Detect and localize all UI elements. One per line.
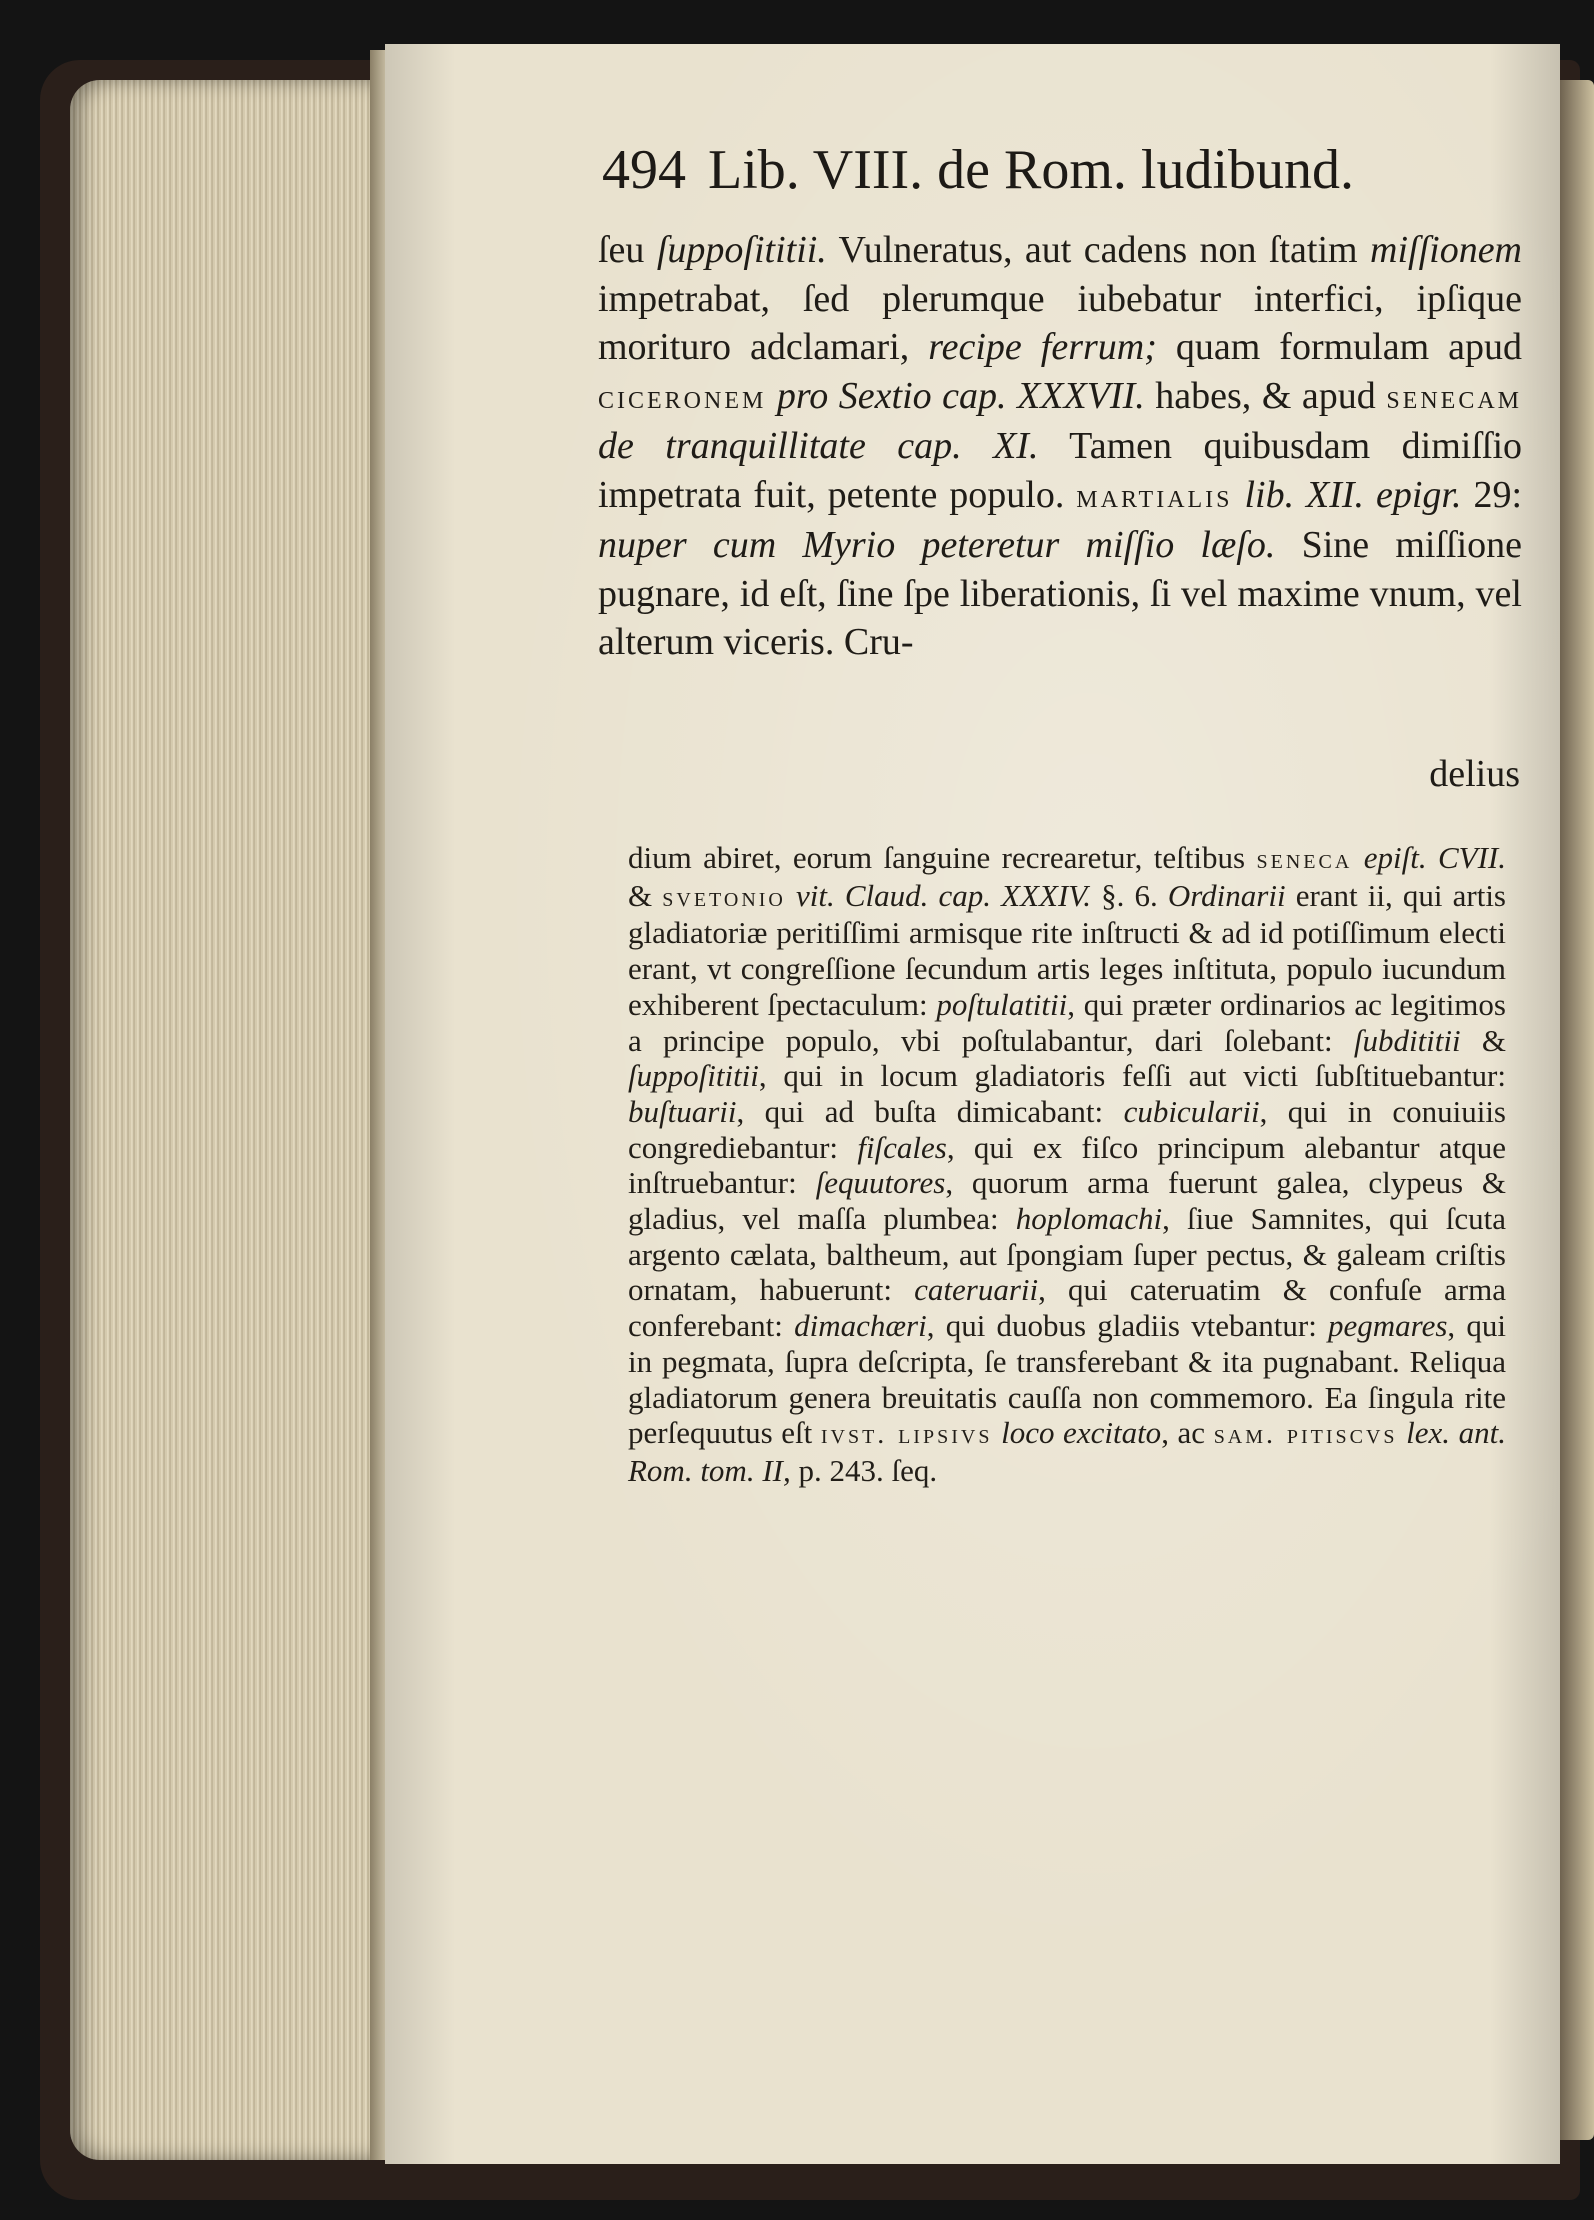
page-number: 494 xyxy=(602,139,686,201)
term-italic: ſubdititii xyxy=(1353,1022,1461,1058)
text-run xyxy=(766,375,777,417)
author-name: sam. pitiscvs xyxy=(1213,1419,1398,1451)
text-run: erant ii, qui artis gladiatoriæ peritiſſimi armisque rite inſtructi & ad id potiſſimum electi erant, vt congreſſione ſecundum artis leges inſtituta, populo iucundum exhiberent ſpectaculum: xyxy=(628,877,1506,1022)
term-italic: dimachæri xyxy=(794,1308,927,1344)
text-run: & xyxy=(628,877,663,913)
text-run-italic: lib. XII. epigr. xyxy=(1244,473,1462,516)
author-name: martialis xyxy=(1076,477,1233,515)
text-run: , qui præter ordinarios ac legitimos a principe populo, vbi poſtulabantur, dari ſolebant: xyxy=(628,986,1506,1058)
term-italic: ſequutores xyxy=(815,1165,946,1201)
term-italic: cateruarii xyxy=(914,1272,1039,1308)
facing-page-edge xyxy=(1560,80,1594,2140)
term-italic: hoplomachi xyxy=(1015,1201,1163,1237)
text-run: , qui ex fiſco principum alebantur atque inſtruebantur: xyxy=(628,1129,1506,1201)
text-run-italic: nuper cum Myrio peteretur miſſio læſo. xyxy=(598,524,1276,566)
text-run: , qui cateruatim & confuſe arma conferebant: xyxy=(628,1272,1506,1344)
author-name: ciceronem xyxy=(598,378,767,416)
text-run-italic: pro Sextio cap. XXXVII. xyxy=(776,374,1145,417)
running-head xyxy=(602,138,1462,202)
text-run: §. 6. xyxy=(1091,877,1168,913)
text-run: , ac xyxy=(1161,1415,1214,1451)
text-run: Sine miſſione pugnare, id eſt, ſine ſpe liberationis, ſi vel maxime vnum, vel alterum viceris. Cru- xyxy=(598,524,1522,663)
text-run: , qui duobus gladiis vtebantur: xyxy=(926,1308,1329,1344)
text-run: ſeu xyxy=(598,229,657,271)
author-name: svetonio xyxy=(662,881,786,913)
text-run: & xyxy=(1460,1022,1506,1058)
text-run xyxy=(1233,474,1245,516)
term-italic: Ordinarii xyxy=(1167,877,1286,913)
term-italic: ſuppoſititii xyxy=(628,1058,759,1094)
footnote-paragraph xyxy=(628,840,1506,1489)
text-run: , qui in conuiuiis congrediebantur: xyxy=(628,1093,1507,1165)
main-paragraph xyxy=(598,226,1522,667)
text-run: , qui in locum gladiatoris feſſi aut victi ſubſtituebantur: xyxy=(758,1058,1506,1094)
text-run-italic: ſuppoſititii. xyxy=(656,229,827,271)
text-run: , qui in pegmata, ſupra deſcripta, ſe transferebant & ita pugnabant. Reliqua gladiatorum genera breuitatis cauſſa non commemoro. Ea ſingula rite perſequutus eſt xyxy=(628,1308,1506,1451)
text-run xyxy=(1352,840,1363,875)
term-italic: buſtuarii xyxy=(628,1093,737,1129)
text-run-italic: de tranquillitate cap. XI. xyxy=(598,425,1039,467)
term-italic: fiſcales xyxy=(857,1129,947,1165)
text-run xyxy=(992,1415,1001,1450)
author-name: seneca xyxy=(1256,844,1353,875)
term-italic: poſtulatitii xyxy=(936,986,1068,1022)
text-run: , ſiue Samnites, qui ſcuta argento cælata, balthеum, aut ſpongiam ſuper pectus, & galeam criſtis ornatam, habuerunt: xyxy=(628,1201,1506,1308)
catchword: delius xyxy=(1429,753,1520,795)
text-run: habes, & apud xyxy=(1144,374,1387,417)
term-italic: cubicularii xyxy=(1123,1093,1260,1129)
text-run xyxy=(786,878,796,913)
author-name: ivst. lipsivs xyxy=(820,1419,993,1451)
text-run-italic: vit. Claud. cap. XXXIV. xyxy=(796,877,1091,913)
text-run: quam formulam apud xyxy=(1156,326,1522,368)
text-run: 29: xyxy=(1461,473,1523,516)
text-run: impetrabat, ſed plerumque iubebatur interfici, ipſique morituro adclamari, xyxy=(598,277,1522,368)
author-name: senecam xyxy=(1386,378,1523,416)
text-run: Vulneratus, aut cadens non ſtatim xyxy=(826,229,1371,271)
footnote-block xyxy=(628,840,1506,1489)
running-title: Lib. VIII. de Rom. ludibund. xyxy=(708,139,1355,201)
term-italic: pegmares xyxy=(1328,1308,1448,1344)
text-run: , qui ad buſta dimicabant: xyxy=(736,1093,1124,1129)
text-run-italic: epiſt. CVII. xyxy=(1363,840,1506,875)
text-run-italic: loco excitato xyxy=(1001,1415,1162,1451)
text-run: p. 243. ſeq. xyxy=(790,1452,938,1488)
text-run-italic: recipe ferrum; xyxy=(928,326,1157,368)
page-edges xyxy=(70,80,380,2160)
text-run: Tamen quibusdam dimiſſio impetrata fuit, petente populo. xyxy=(598,425,1522,516)
text-run: , quorum arma fuerunt galea, clypeus & gladius, vel maſſa plumbea: xyxy=(628,1165,1506,1237)
text-run-italic: lex. ant. Rom. tom. II, xyxy=(628,1415,1507,1488)
text-run-italic: miſſionem xyxy=(1370,229,1522,271)
main-text-block xyxy=(598,226,1522,667)
text-run xyxy=(1398,1415,1407,1450)
text-run: dium abiret, eorum ſanguine recrearetur, teſtibus xyxy=(628,840,1257,875)
